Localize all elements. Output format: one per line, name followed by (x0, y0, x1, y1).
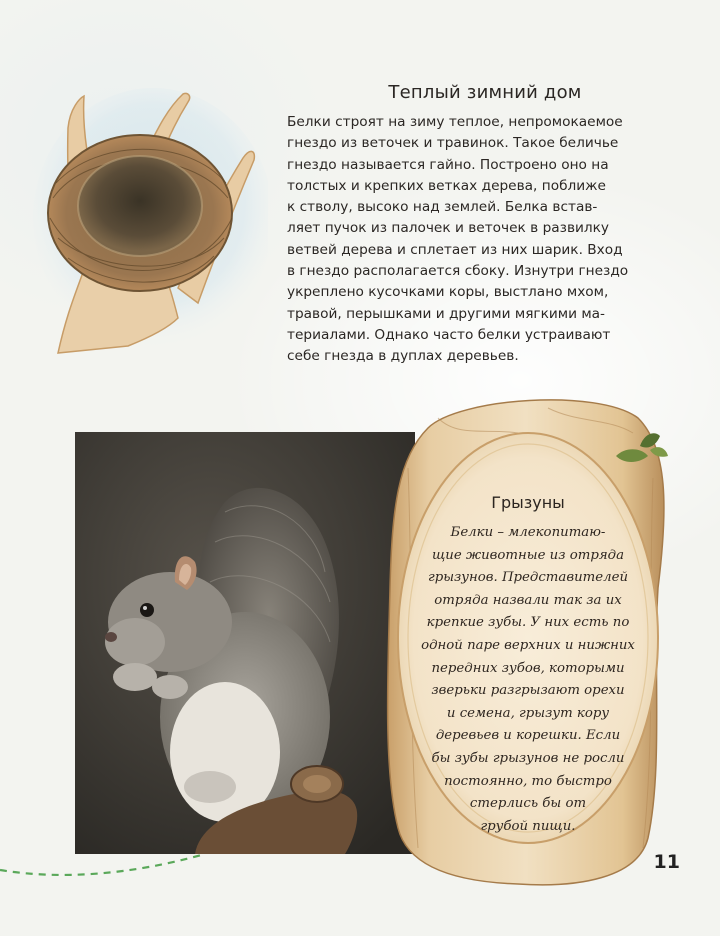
section-body-line: толстых и крепких ветках дерева, поближе (287, 177, 606, 194)
panel-body-line: деревьев и корешки. Если (435, 728, 621, 744)
panel-body-line: отряда назвали так за их (434, 592, 622, 608)
nest-illustration (28, 88, 268, 358)
panel-body-line: стерлись бы от (469, 796, 587, 812)
panel-title: Грызуны (491, 493, 565, 512)
panel-body-line: грубой пищи. (480, 818, 576, 834)
section-body-line: териалами. Однако часто белки устраивают (287, 326, 611, 343)
section-body-line: гнездо называется гайно. Построено оно на (287, 156, 609, 173)
section-body-line: Белки строят на зиму теплое, непромокаемое (287, 114, 623, 130)
panel-body-line: зверьки разгрызают орехи (431, 683, 625, 699)
section-body-line: себе гнезда в дуплах деревьев. (287, 348, 519, 365)
section-body-line: в гнездо располагается сбоку. Изнутри гнездо (287, 263, 629, 280)
panel-body-line: бы зубы грызунов не росли (431, 750, 625, 766)
panel-body-line: постоянно, то быстро (444, 773, 612, 789)
panel-body-line: Белки – млекопитаю- (450, 525, 606, 540)
panel-body-line: и семена, грызут кору (446, 705, 610, 721)
section-body (287, 112, 629, 368)
section-body-line: ляет пучок из палочек и веточек в развилку (287, 220, 610, 237)
panel-body-line: крепкие зубы. У них есть по (426, 615, 630, 631)
section-body-line: к стволу, высоко над землей. Белка встав- (287, 199, 598, 216)
panel-body-line: щие животные из отряда (431, 547, 624, 563)
squirrel-photo (75, 432, 415, 854)
section-title: Теплый зимний дом (388, 82, 582, 103)
info-panel (368, 388, 688, 888)
panel-body-line: передних зубов, которыми (431, 660, 625, 676)
section-body-line: ветвей дерева и сплетает из них шарик. Вход (287, 241, 623, 258)
section-body-line: укреплено кусочками коры, выстлано мхом, (287, 284, 609, 301)
section-body-line: гнездо из веточек и травинок. Такое беличье (287, 135, 619, 152)
dashed-curve-decoration (0, 840, 230, 900)
section-body-line: травой, перышками и другими мягкими ма- (287, 305, 606, 322)
panel-body-line: одной паре верхних и нижних (421, 637, 635, 653)
panel-body (388, 522, 668, 838)
page-number: 11 (653, 851, 680, 873)
panel-body-line: грызунов. Представителей (427, 570, 629, 586)
